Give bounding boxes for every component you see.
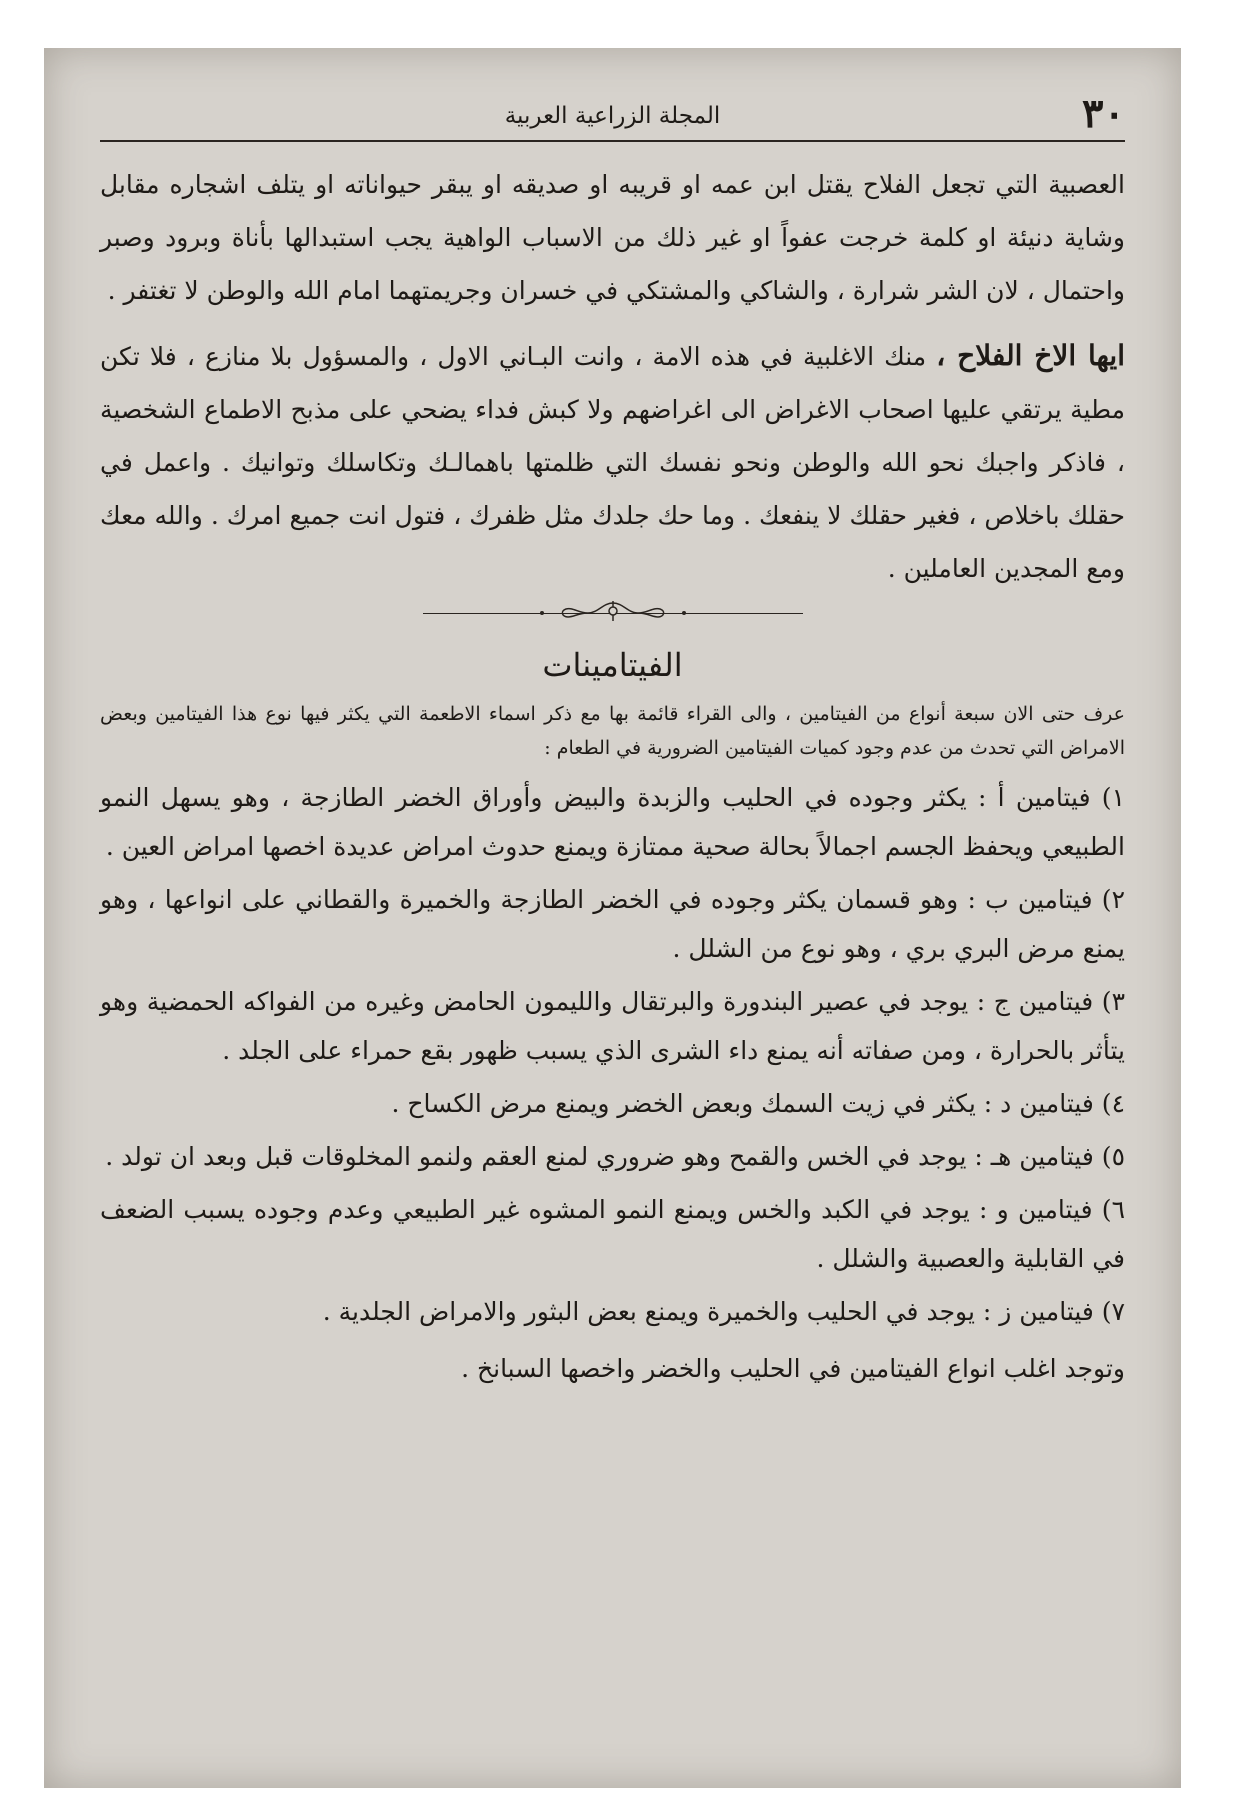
section-title: الفيتامينات [542,646,683,684]
intro-paragraph: العصبية التي تجعل الفلاح يقتل ابن عمه او قريبه او صديقه او يبقر حيواناته او يتلف اشجاره مقابل وشاية دنيئة او كلمة خرجت عفواً او غير ذلك من الاسباب الواهية يجب استبدالها بأناة وبرود وصبر واحتمال ، لان الشر شرارة ، والشاكي والمشتكي في خسران وجريمتهما امام الله والوطن لا تغتفر . [100,170,1125,305]
vitamin-item: ٣) فيتامين ج : يوجد في عصير البندورة والبرتقال والليمون الحامض وغيره من الفواكه الحمضية وهو يتأثر بالحرارة ، ومن صفاته أنه يمنع داء الشرى الذي يسبب ظهور بقع حمراء على الجلد . [100,987,1125,1065]
vitamins-closing: وتوجد اغلب انواع الفيتامين في الحليب والخضر واخصها السبانخ . [461,1354,1125,1383]
vitamin-item: ٦) فيتامين و : يوجد في الكبد والخس ويمنع النمو المشوه غير الطبيعي وعدم وجوده يسبب الضعف في القابلية والعصبية والشلل . [100,1195,1125,1273]
vitamins-intro: عرف حتى الان سبعة أنواع من الفيتامين ، والى القراء قائمة بها مع ذكر اسماء الاطعمة التي يكثر فيها نوع هذا الفيتامين وبعض الامراض التي تحدث من عدم وجود كميات الفيتامين الضرورية في الطعام : [100,703,1125,759]
vitamin-item: ٢) فيتامين ب : وهو قسمان يكثر وجوده في الخضر الطازجة والخميرة والقطاني على انواعها ، وهو يمنع مرض البري بري ، وهو نوع من الشلل . [100,885,1125,963]
vitamin-item: ١) فيتامين أ : يكثر وجوده في الحليب والزبدة والبيض وأوراق الخضر الطازجة ، وهو يسهل النمو الطبيعي ويحفظ الجسم اجمالاً بحالة صحية ممتازة ويمنع حدوث امراض عديدة اخصها امراض العين . [100,783,1125,861]
scanned-page [44,48,1181,1788]
page-content [100,158,1125,1393]
vitamin-item: ٧) فيتامين ز : يوجد في الحليب والخميرة ويمنع بعض البثور والامراض الجلدية . [322,1297,1125,1326]
header-rule [100,140,1125,142]
page-number: ٣٠ [1082,90,1125,137]
vitamin-item: ٥) فيتامين هـ : يوجد في الخس والقمح وهو ضروري لمنع العقم ولنمو المخلوقات قبل وبعد ان تولد . [105,1142,1125,1171]
page-header [100,88,1125,140]
ornament-icon [528,599,698,623]
address-paragraph [100,329,1125,595]
address-lead: ايها الاخ الفلاح ، [936,339,1125,372]
section-divider [423,599,803,623]
address-text: منك الاغلبية في هذه الامة ، وانت البـاني الاول ، والمسؤول بلا منازع ، فلا تكن مطية يرتقي عليها اصحاب الاغراض الى اغراضهم ولا كبش فداء يضحي على مذبح الاطماع الشخصية ، فاذكر واجبك نحو الله والوطن ونحو نفسك التي ظلمتها باهمالـك وتكاسلك وتوانيك . واعمل في حقلك باخلاص ، فغير حقلك لا ينفعك . وما حك جلدك مثل ظفرك ، فتول انت جميع امرك . والله معك ومع المجدين العاملين . [100,342,1125,583]
vitamin-item: ٤) فيتامين د : يكثر في زيت السمك وبعض الخضر ويمنع مرض الكساح . [391,1089,1125,1118]
journal-title: المجلة الزراعية العربية [504,103,721,129]
